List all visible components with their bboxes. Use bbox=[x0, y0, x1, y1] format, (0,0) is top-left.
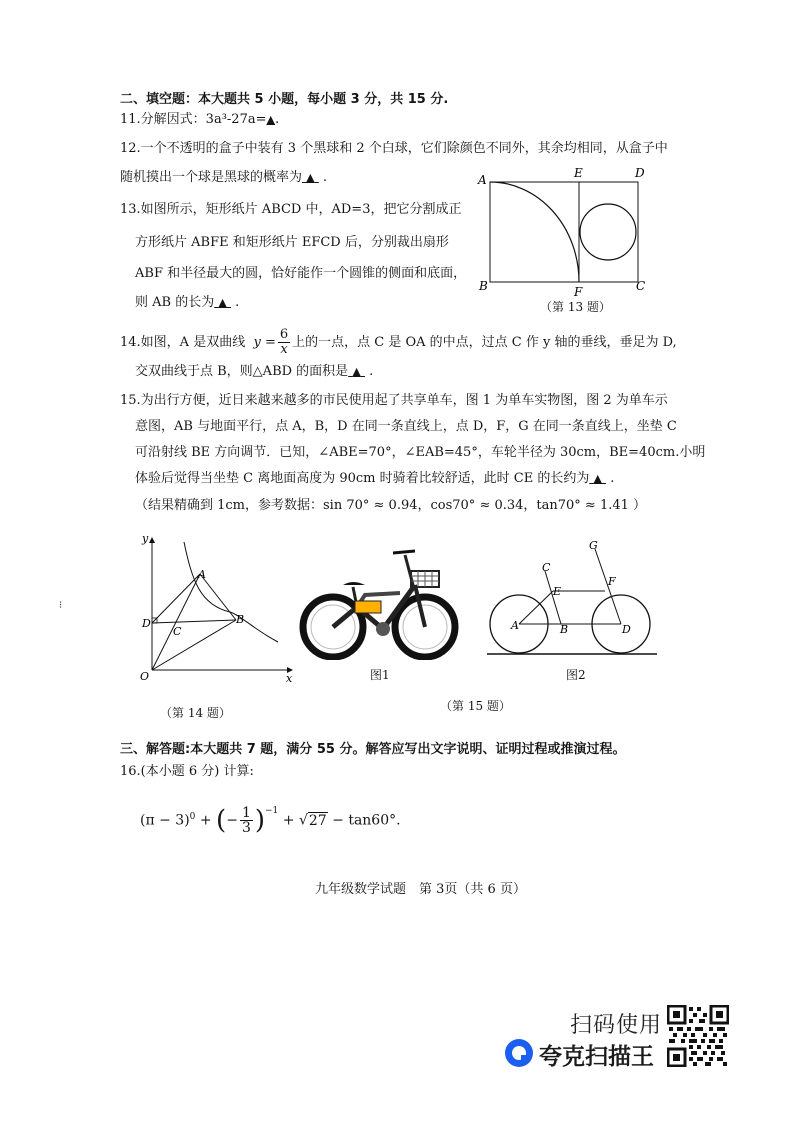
q12-line2 bbox=[120, 168, 327, 188]
segment-ad bbox=[152, 574, 200, 623]
section-3-heading: 三、解答题:本大题共 7 题，满分 55 分。解答应写出文字说明、证明过程或推演过程。 bbox=[120, 742, 626, 757]
q16-expression: $(\pi - 3)^0$ + (− $\frac{1}{3}$ )$^{-1}$ + √27 − tan60°. bbox=[140, 805, 401, 837]
q13-caption: （第 13 题） bbox=[540, 300, 611, 314]
q14-line1-b: 上的一点，点 C 是 OA 的中点，过点 C 作 y 轴的垂线，垂足为 D, bbox=[292, 335, 677, 350]
label-f: F bbox=[574, 285, 583, 299]
q11-end: . bbox=[274, 112, 280, 127]
section-2-heading: 二、填空题：本大题共 5 小题，每小题 3 分，共 15 分. bbox=[120, 92, 449, 107]
label-x: x bbox=[286, 672, 293, 685]
figure-2-caption: 图2 bbox=[566, 668, 586, 682]
q13-line2: 方形纸片 ABFE 和矩形纸片 EFCD 后，分别裁出扇形 bbox=[135, 235, 449, 250]
q13-line1: 13.如图所示，矩形纸片 ABCD 中，AD=3，把它分割成正 bbox=[120, 202, 462, 217]
q16-tail: − tan60°. bbox=[332, 812, 401, 829]
figure-1-caption: 图1 bbox=[370, 668, 390, 682]
q14-line1-a: 14.如图，A 是双曲线 bbox=[120, 335, 246, 350]
q12-line2-text: 随机摸出一个球是黑球的概率为 bbox=[120, 170, 303, 185]
rectangle-abcd bbox=[490, 182, 638, 282]
margin-mark: ⁝ bbox=[59, 600, 63, 611]
fork-icon bbox=[415, 585, 425, 627]
frame-logo-icon bbox=[355, 601, 381, 613]
label-b: B bbox=[560, 623, 569, 636]
q13-line3: ABF 和半径最大的圆，恰好能作一个圆锥的侧面和底面， bbox=[135, 266, 467, 281]
label-g: G bbox=[589, 539, 598, 552]
q14-line1 bbox=[120, 328, 677, 358]
q14-end: . bbox=[369, 364, 374, 379]
q15-figure-2 bbox=[485, 535, 660, 660]
scan-label: 扫码使用 bbox=[570, 1013, 663, 1038]
question-11 bbox=[120, 110, 279, 130]
exponent-neg-one: −1 bbox=[265, 806, 279, 816]
q13-line4 bbox=[135, 293, 239, 313]
answer-mark-icon: ▲ bbox=[352, 365, 361, 378]
q13-end: . bbox=[235, 295, 240, 310]
q15-end: . bbox=[610, 471, 615, 486]
plus-sign-2: + bbox=[282, 812, 295, 829]
label-b: B bbox=[479, 279, 488, 293]
q16-fraction bbox=[240, 806, 253, 835]
label-b: B bbox=[236, 613, 245, 626]
q16-frac-num: 1 bbox=[241, 805, 251, 822]
bicycle-photo bbox=[295, 545, 465, 660]
label-c: C bbox=[636, 279, 646, 293]
minus-sign: − bbox=[226, 812, 238, 829]
answer-mark-icon: ▲ bbox=[593, 472, 602, 485]
segment-db bbox=[152, 620, 236, 623]
q14-figure bbox=[120, 530, 300, 690]
plus-sign: + bbox=[199, 812, 212, 829]
q14-fraction bbox=[278, 328, 290, 357]
q15-line1: 15.为出行方便，近日来越来越多的市民使用起了共享单车，图 1 为单车实物图，图 2 为单车示 bbox=[120, 393, 668, 408]
label-a: A bbox=[511, 619, 519, 632]
label-y: y bbox=[142, 532, 149, 545]
sqrt-icon: √ bbox=[298, 812, 308, 829]
quark-logo-icon bbox=[505, 1039, 533, 1067]
q11-text: 11.分解因式：3a³-27a= bbox=[120, 112, 267, 127]
q14-frac-den: x bbox=[280, 342, 288, 357]
q15-line2: 意图，AB 与地面平行，点 A，B，D 在同一条直线上，点 D，F，G 在同一条直线上，坐垫 C bbox=[135, 419, 677, 434]
q15-caption: （第 15 题） bbox=[440, 699, 511, 713]
q12-line1: 12.一个不透明的盒子中装有 3 个黑球和 2 个白球，它们除颜色不同外，其余均相同，从盒子中 bbox=[120, 141, 668, 156]
sqrt-argument: 27 bbox=[308, 812, 327, 829]
q15-line5: （结果精确到 1cm，参考数据：sin 70° ≈ 0.94，cos70° ≈ 0.34，tan70° ≈ 1.41 ） bbox=[135, 498, 647, 513]
q14-eq-lhs: y = bbox=[253, 335, 276, 350]
hyperbola-curve bbox=[184, 542, 278, 642]
handlebar-icon bbox=[393, 551, 415, 553]
label-e: E bbox=[574, 166, 583, 180]
q15-line4 bbox=[135, 469, 614, 489]
chainring-icon bbox=[376, 622, 390, 636]
q13-line4-text: 则 AB 的长为 bbox=[135, 295, 215, 310]
q14-line2-text: 交双曲线于点 B，则△ABD 的面积是 bbox=[135, 364, 349, 379]
label-c: C bbox=[173, 625, 182, 638]
label-c: C bbox=[542, 561, 551, 574]
qr-code-icon bbox=[667, 1005, 729, 1067]
answer-mark-icon: ▲ bbox=[218, 296, 227, 309]
q15-line4-text: 体验后觉得当坐垫 C 离地面高度为 90cm 时骑着比较舒适，此时 CE 的长约为 bbox=[135, 471, 590, 486]
app-name: 夸克扫描王 bbox=[539, 1044, 654, 1070]
answer-mark-icon: ▲ bbox=[266, 113, 275, 126]
q16-title: 16.(本小题 6 分) 计算: bbox=[120, 764, 254, 779]
exponent-zero: 0 bbox=[189, 812, 196, 822]
label-a: A bbox=[478, 173, 487, 187]
q14-caption: （第 14 题） bbox=[160, 706, 231, 720]
label-a: A bbox=[198, 568, 206, 581]
q15-line3: 可沿射线 BE 方向调节．已知，∠ABE=70°，∠EAB=45°，车轮半径为 30cm，BE=40cm.小明 bbox=[135, 445, 706, 460]
label-d: D bbox=[635, 166, 645, 180]
q16-frac-den: 3 bbox=[241, 820, 251, 837]
q14-line2 bbox=[135, 362, 373, 382]
q13-figure bbox=[470, 160, 660, 320]
pi-minus-3: (π − 3) bbox=[140, 812, 190, 829]
label-f: F bbox=[608, 575, 616, 588]
label-d: D bbox=[622, 623, 631, 636]
label-o: O bbox=[140, 670, 150, 683]
q12-end: . bbox=[322, 170, 328, 185]
page-footer: 九年级数学试题 第 3页（共 6 页） bbox=[315, 882, 526, 897]
inscribed-circle bbox=[580, 204, 636, 260]
label-d: D bbox=[142, 617, 151, 630]
basket-grid bbox=[411, 571, 439, 587]
label-e: E bbox=[553, 585, 562, 598]
answer-mark-icon: ▲ bbox=[306, 171, 315, 184]
saddle-icon bbox=[343, 582, 365, 585]
q14-frac-num: 6 bbox=[279, 327, 289, 342]
sector-arc-abf bbox=[490, 182, 579, 282]
